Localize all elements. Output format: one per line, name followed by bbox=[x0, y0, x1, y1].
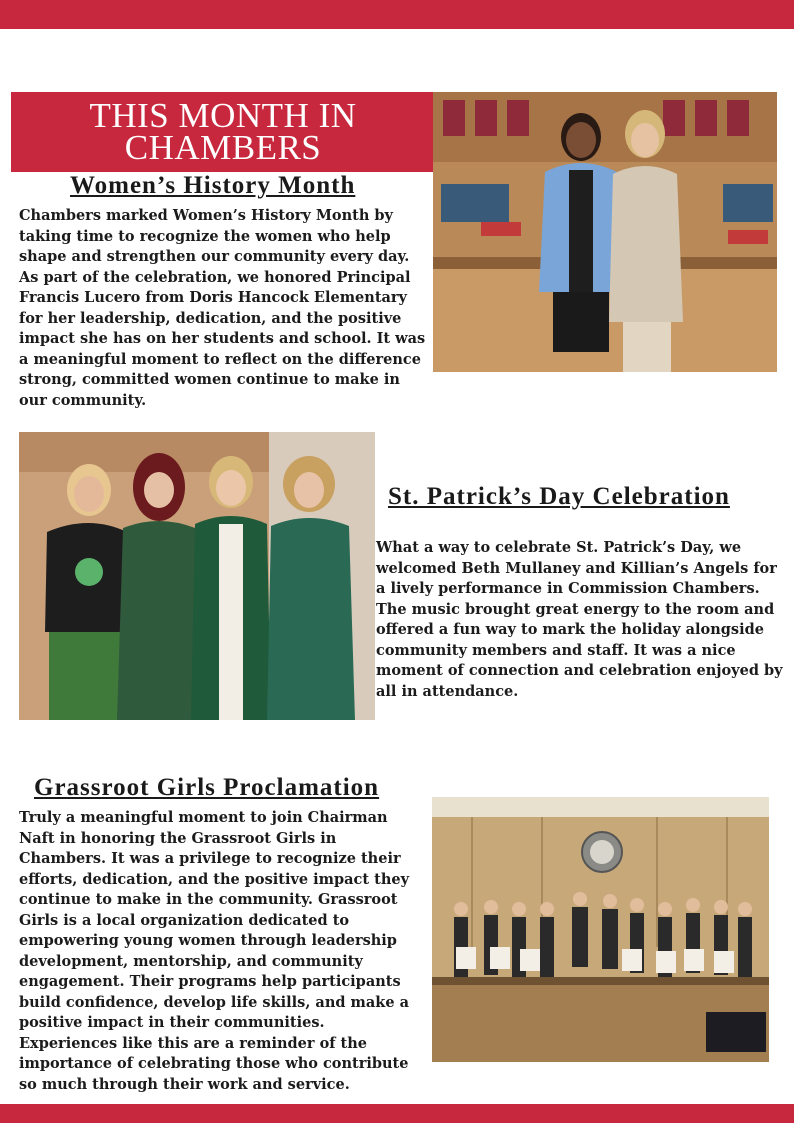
page-title-banner bbox=[11, 92, 435, 172]
page-title-line-1: THIS MONTH IN bbox=[89, 96, 357, 135]
grassroot-girls-body: Truly a meaningful moment to join Chairman Naft in honoring the Grassroot Girls in Chambers. It was a privilege to recognize their efforts, dedication, and the positive impact they continue to make in the community. Grassroot Girls is a local organization dedicated to empowering young women through leadership development, mentorship, and community engagement. Their programs help participants build confidence, develop life skills, and make a positive impact in their communities. Experiences like this are a reminder of the importance of celebrating those who contribute so much through their work and service. bbox=[19, 809, 410, 1093]
grassroot-girls-heading: Grassroot Girls Proclamation bbox=[34, 774, 380, 801]
top-accent-bar bbox=[0, 0, 794, 29]
bottom-accent-bar bbox=[0, 1104, 794, 1123]
page-title-line-2: CHAMBERS bbox=[124, 128, 322, 167]
womens-history-body: Chambers marked Women’s History Month by taking time to recognize the women who help shape and strengthen our community every day. As part of the celebration, we honored Principal Francis Lucero from Doris Hancock Elementary for her leadership, dedication, and the positive impact she has on her students and school. It was a meaningful moment to reflect on the difference strong, committed women continue to make in our community. bbox=[19, 207, 426, 409]
womens-history-photo bbox=[433, 92, 777, 372]
st-patricks-body: What a way to celebrate St. Patrick’s Day, we welcomed Beth Mullaney and Killian’s Angels for a lively performance in Commission Chambers. The music brought great energy to the room and offered a fun way to mark the holiday alongside community members and staff. It was a nice moment of connection and celebration enjoyed by all in attendance. bbox=[376, 539, 783, 700]
st-patricks-heading: St. Patrick’s Day Celebration bbox=[388, 483, 730, 510]
st-patricks-photo bbox=[19, 432, 375, 720]
womens-history-heading: Women’s History Month bbox=[70, 172, 356, 199]
grassroot-girls-photo bbox=[432, 797, 769, 1062]
